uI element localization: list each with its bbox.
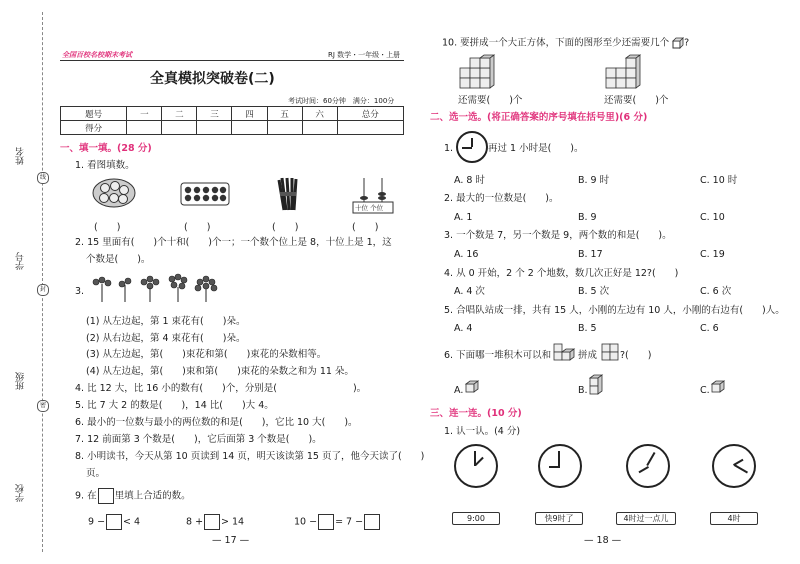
s3-clock-1-icon <box>454 444 498 488</box>
s2-q2-opt-b[interactable]: B. 9 <box>578 212 597 223</box>
student-id-label: 学号 <box>16 252 26 270</box>
s2-q1-opt-b[interactable]: B. 9 时 <box>578 175 610 186</box>
s2-q3-opt-b[interactable]: B. 17 <box>578 249 603 260</box>
s2-q6-block-shape-icon <box>552 340 578 368</box>
s2-q5-opt-c[interactable]: C. 6 <box>700 323 719 334</box>
s2-q3-opt-a[interactable]: A. 16 <box>454 249 479 260</box>
q9-e2-left: 8 + <box>186 516 204 528</box>
q9-e1-right: < 4 <box>123 516 141 528</box>
q3-number: 3. <box>75 286 85 297</box>
eggs-tray-icon <box>92 178 136 208</box>
s2-q6-text-c: ?( ) <box>620 350 652 361</box>
s3-q1-text: 1. 认一认。(4 分) <box>444 426 521 437</box>
cut-line <box>42 12 44 552</box>
s3-label-4[interactable]: 4时 <box>710 512 758 525</box>
section3-heading: 三、连一连。(10 分) <box>430 408 522 419</box>
q8-text-a: 8. 小明读书，今天从第 10 页读到 14 页，明天该读第 15 页了，他今天读了( ) <box>75 451 425 462</box>
q1-blank-1[interactable]: ( ) <box>94 222 121 233</box>
ten-frame-icon <box>180 182 230 206</box>
q1-blank-3[interactable]: ( ) <box>272 222 299 233</box>
s3-clock-3-icon <box>626 444 670 488</box>
q10-tail: ? <box>684 37 690 49</box>
q9-e3-mid: = 7 − <box>335 516 364 528</box>
s2-q4-text: 4. 从 0 开始，2 个 2 个地数，数几次正好是 12?( ) <box>444 268 679 279</box>
section2-heading: 二、选一选。(将正确答案的序号填在括号里)(6 分) <box>430 112 648 123</box>
section1-heading: 一、填一填。(28 分) <box>60 143 152 154</box>
q3-sub-1: (1) 从左边起，第 1 束花有( )朵。 <box>86 316 246 327</box>
score-header: 总分 <box>337 107 403 121</box>
q9-expr-2 <box>186 514 244 530</box>
q8-text-b: 页。 <box>86 468 106 479</box>
s2-q5-text: 5. 合唱队站成一排，共有 15 人，小刚的左边有 10 人，小刚的右边有( )人。 <box>444 305 785 316</box>
header-rule <box>60 60 404 61</box>
s2-q6-opt-a-shape-icon <box>464 378 484 396</box>
q10-answer-2[interactable]: 还需要( )个 <box>604 95 669 106</box>
score-header: 六 <box>302 107 337 121</box>
cube-stack-1-icon <box>458 54 496 90</box>
score-cell[interactable] <box>337 121 403 135</box>
s2-q4-opt-c[interactable]: C. 6 次 <box>700 286 732 297</box>
score-header: 二 <box>162 107 197 121</box>
score-table <box>60 106 404 135</box>
s2-q1-clock-icon <box>456 131 488 163</box>
s2-q5-opt-a[interactable]: A. 4 <box>454 323 473 334</box>
score-cell[interactable] <box>127 121 162 135</box>
s3-label-2[interactable]: 快9时了 <box>535 512 583 525</box>
s2-q6-text-b: 拼成 <box>578 350 598 361</box>
q1-blank-2[interactable]: ( ) <box>184 222 211 233</box>
q3-sub-4: (4) 从左边起，第( )束和第( )束花的朵数之和为 11 朵。 <box>86 366 354 377</box>
score-header: 五 <box>267 107 302 121</box>
page-number-right: — 18 — <box>584 535 622 546</box>
q9-e3-box2[interactable] <box>364 514 380 530</box>
s2-q5-opt-b[interactable]: B. 5 <box>578 323 597 334</box>
page-number-left: — 17 — <box>212 535 250 546</box>
s2-q3-opt-c[interactable]: C. 19 <box>700 249 725 260</box>
q3-sub-2: (2) 从右边起，第 4 束花有( )朵。 <box>86 333 246 344</box>
subject-label: RJ 数学・一年级・上册 <box>328 51 401 59</box>
score-row-label: 得分 <box>61 121 127 135</box>
s2-q6-opt-b[interactable]: B. <box>578 385 588 396</box>
s3-clock-2-icon <box>538 444 582 488</box>
q2-text-b: 个数是( )。 <box>86 254 151 265</box>
s2-q6-opt-c-shape-icon <box>710 378 730 396</box>
s2-q2-opt-c[interactable]: C. 10 <box>700 212 725 223</box>
q10-label: 10. 要拼成一个大正方体，下面的图形至少还需要几个 <box>442 37 670 49</box>
s3-clock-4-icon <box>712 444 756 488</box>
s3-label-3[interactable]: 4时过一点儿 <box>616 512 676 525</box>
page-title: 全真模拟突破卷(二) <box>150 71 275 87</box>
score-cell[interactable] <box>267 121 302 135</box>
series-label: 全国百校名校期末考试 <box>62 51 132 59</box>
s2-q6-target-shape-icon <box>600 338 622 368</box>
q7-text: 7. 12 前面第 3 个数是( )，它后面第 3 个数是( )。 <box>75 434 322 445</box>
seal-bead-line: 线 <box>37 172 49 184</box>
s2-q6-opt-b-shape-icon <box>588 372 608 398</box>
q9-e3-left: 10 − <box>294 516 318 528</box>
q9-e1-left: 9 − <box>88 516 106 528</box>
s2-q2-opt-a[interactable]: A. 1 <box>454 212 473 223</box>
score-table-score-row <box>61 121 404 135</box>
q1-text: 1. 看图填数。 <box>75 160 135 171</box>
cube-stack-2-icon <box>604 54 642 90</box>
s3-label-1[interactable]: 9:00 <box>452 512 500 525</box>
q6-text: 6. 最小的一位数与最小的两位数的和是( )，它比 10 大( )。 <box>75 417 358 428</box>
seal-bead-secret: 密 <box>37 400 49 412</box>
class-label: 班级 <box>16 372 26 390</box>
q9-e2-box[interactable] <box>204 514 220 530</box>
q2-text-a: 2. 15 里面有( )个十和( )个一；一个数个位上是 8，十位上是 1，这 <box>75 237 392 248</box>
score-table-header-row <box>61 107 404 121</box>
abacus-labels: 十位 个位 <box>355 204 384 212</box>
small-cube-icon <box>672 37 684 49</box>
s2-q6-text-a: 6. 下面哪一堆积木可以和 <box>444 350 552 361</box>
q9-expr-1 <box>88 514 140 530</box>
score-header: 题号 <box>61 107 127 121</box>
q9-e1-box[interactable] <box>106 514 122 530</box>
s2-q2-text: 2. 最大的一位数是( )。 <box>444 193 559 204</box>
s2-q1-opt-c[interactable]: C. 10 时 <box>700 175 738 186</box>
seal-bead-seal: 封 <box>37 284 49 296</box>
q3-sub-3: (3) 从左边起，第( )束花和第( )束花的朵数相等。 <box>86 349 327 360</box>
s2-q3-text: 3. 一个数是 7，另一个数是 9，两个数的和是( )。 <box>444 230 672 241</box>
score-cell[interactable] <box>232 121 267 135</box>
q5-text: 5. 比 7 大 2 的数是( )，14 比( )大 4。 <box>75 400 274 411</box>
score-header: 四 <box>232 107 267 121</box>
q4-text: 4. 比 12 大，比 16 小的数有( )个，分别是( )。 <box>75 383 367 394</box>
score-cell[interactable] <box>302 121 337 135</box>
score-header: 三 <box>197 107 232 121</box>
s2-q1-opt-a[interactable]: A. 8 时 <box>454 175 485 186</box>
s2-q6-opt-a[interactable]: A. <box>454 385 464 396</box>
q10-answer-1[interactable]: 还需要( )个 <box>458 95 523 106</box>
q9-suffix: 里填上合适的数。 <box>114 490 191 502</box>
exam-meta: 考试时间：60分钟 满分：100分 <box>288 97 395 105</box>
q9-expr-3 <box>294 514 381 530</box>
score-cell[interactable] <box>162 121 197 135</box>
q1-blank-4[interactable]: ( ) <box>352 222 379 233</box>
s2-q6-opt-c[interactable]: C. <box>700 385 710 396</box>
binding-spine <box>10 12 50 552</box>
name-label: 姓名 <box>16 147 26 165</box>
q9-prefix: 9. 在 <box>75 490 97 502</box>
q9-e3-box1[interactable] <box>318 514 334 530</box>
score-header: 一 <box>127 107 162 121</box>
q9-e2-right: > 14 <box>221 516 245 528</box>
school-label: 学校 <box>16 484 26 502</box>
q9-text <box>75 488 191 504</box>
s2-q4-opt-b[interactable]: B. 5 次 <box>578 286 610 297</box>
flower-bunches-icon <box>88 272 230 306</box>
s2-q1-number: 1. <box>444 143 454 154</box>
score-cell[interactable] <box>197 121 232 135</box>
s2-q1-text: 再过 1 小时是( )。 <box>488 143 584 154</box>
s2-q4-opt-a[interactable]: A. 4 次 <box>454 286 485 297</box>
q9-box-sample <box>98 488 114 504</box>
sticks-bundle-icon <box>272 176 302 212</box>
q10-text <box>442 37 689 50</box>
